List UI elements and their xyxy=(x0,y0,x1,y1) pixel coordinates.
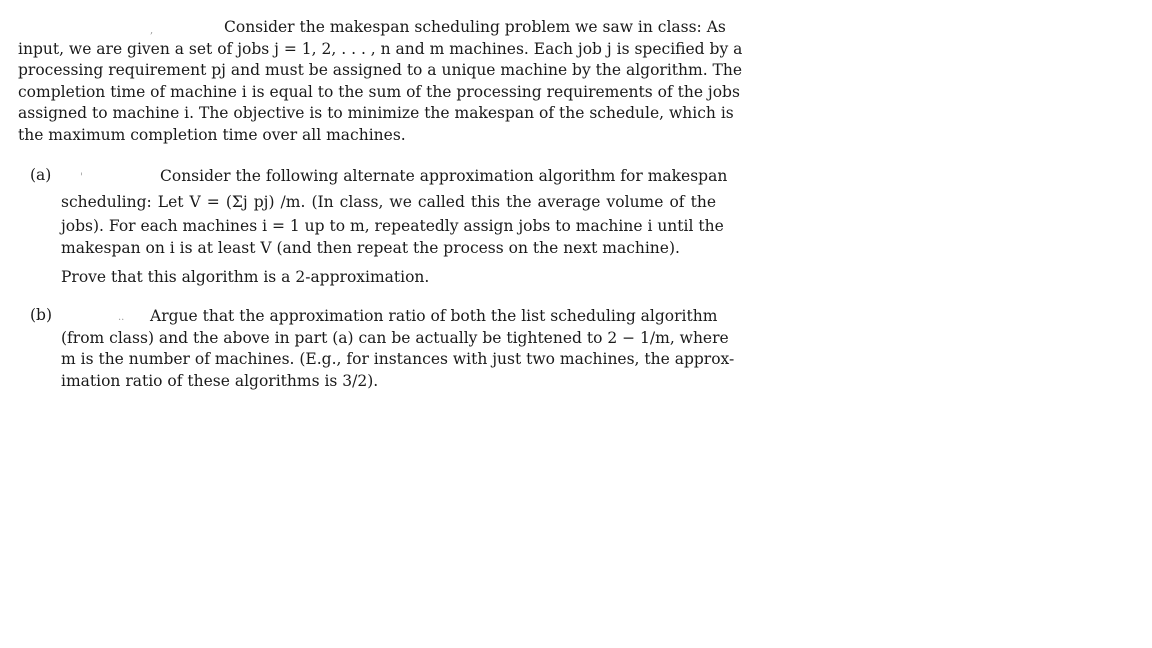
intro-line: assigned to machine i. The objective is to minimize the makespan of the schedule, which is xyxy=(18,104,734,122)
part-b-label: (b) xyxy=(30,306,53,324)
intro-line: processing requirement pj and must be assigned to a unique machine by the algorithm. The xyxy=(18,61,743,79)
part-a-line: scheduling: Let V = (Σj pj) /m. (In class, we called this the average volume of the xyxy=(61,192,716,211)
intro-line: Consider the makespan scheduling problem we saw in class: As xyxy=(224,18,726,36)
part-b-line: m is the number of machines. (E.g., for instances with just two machines, the approx- xyxy=(61,350,735,368)
part-a-line: makespan on i is at least V (and then repeat the process on the next machine). xyxy=(61,238,680,257)
intro-paragraph xyxy=(18,17,743,146)
part-b-line: Argue that the approximation ratio of both the list scheduling algorithm xyxy=(150,307,718,325)
part-a-line: jobs). For each machines i = 1 up to m, repeatedly assign jobs to machine i until the xyxy=(61,217,724,235)
part-b-body xyxy=(61,306,735,392)
part-a-label: (a) xyxy=(30,166,52,184)
scan-mark: ' xyxy=(80,172,83,183)
intro-line: completion time of machine i is equal to the sum of the processing requirements of the jobs xyxy=(18,82,740,101)
intro-line: the maximum completion time over all machines. xyxy=(18,125,406,144)
part-b-line: (from class) and the above in part (a) can be actually be tightened to 2 − 1/m, where xyxy=(61,328,729,347)
scan-mark: , xyxy=(150,25,154,36)
part-a-body xyxy=(61,166,728,289)
part-a-line: Consider the following alternate approximation algorithm for makespan xyxy=(160,167,728,185)
part-a-conclusion: Prove that this algorithm is a 2-approximation. xyxy=(61,268,430,286)
intro-line: input, we are given a set of jobs j = 1, 2, . . . , n and m machines. Each job j is specified by a xyxy=(18,39,743,58)
part-b-line: imation ratio of these algorithms is 3/2). xyxy=(61,371,379,390)
scan-mark: .. xyxy=(118,312,125,323)
